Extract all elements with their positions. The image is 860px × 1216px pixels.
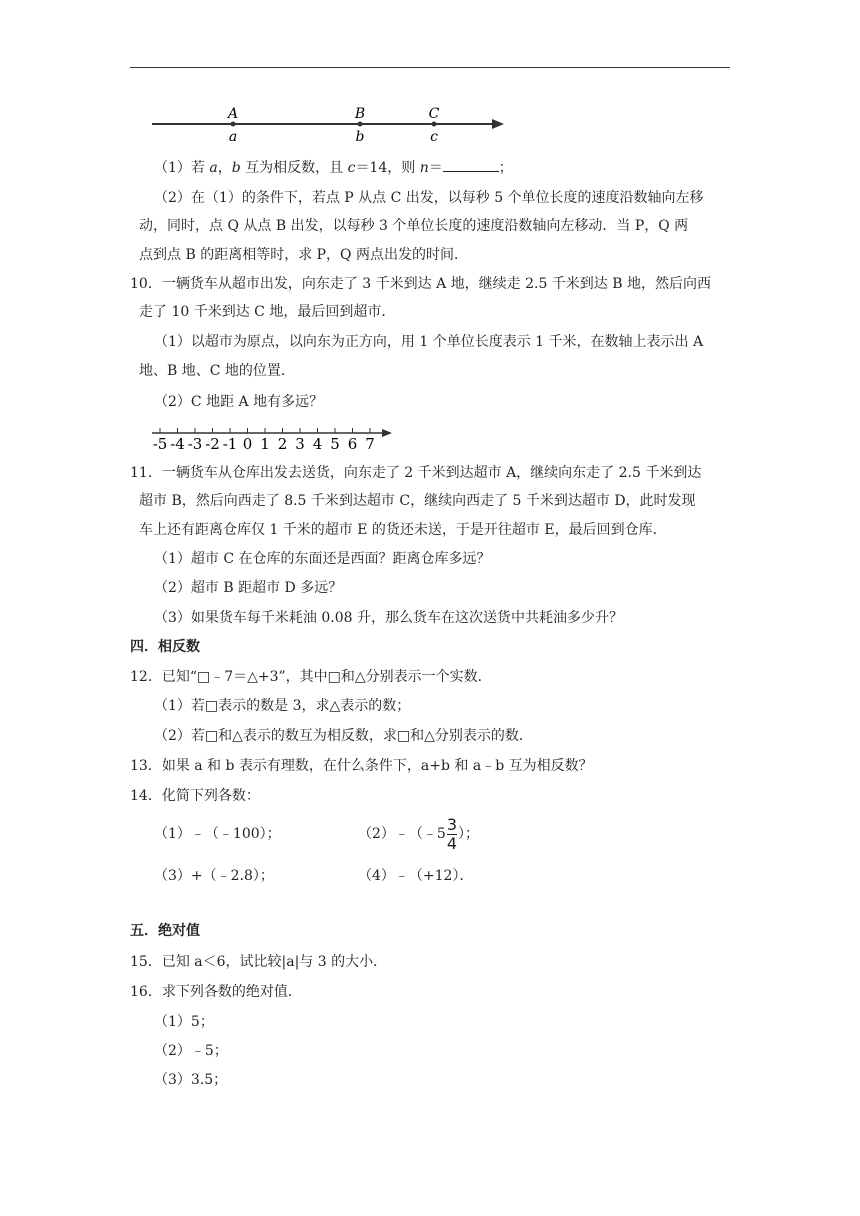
- q9-p1-text: ；: [498, 160, 513, 176]
- tick-label: 4: [312, 435, 323, 453]
- label-A: A: [227, 106, 239, 122]
- q12-part2: （2）若□和△表示的数互为相反数，求□和△分别表示的数．: [154, 728, 533, 744]
- number-line-ticks: [150, 421, 394, 453]
- q10-line1: 10．一辆货车从超市出发，向东走了 3 千米到达 A 地，继续走 2.5 千米到达 B 地，然后向西: [130, 276, 711, 292]
- q9-part2-line1: （2）在（1）的条件下，若点 P 从点 C 出发，以每秒 5 个单位长度的速度沿数轴向左移: [154, 190, 704, 206]
- q11-line3: 车上还有距离仓库仅 1 千米的超市 E 的货还未送，于是开往超市 E，最后回到仓库．: [139, 522, 667, 538]
- tick-label: 5: [330, 435, 340, 453]
- tick-label: -5: [152, 435, 168, 453]
- number-line-abc: [148, 104, 510, 146]
- var-b: b: [231, 160, 241, 176]
- label-B: B: [354, 106, 366, 122]
- point-c: [432, 122, 437, 127]
- q9-part2-line2: 动，同时，点 Q 从点 B 出发，以每秒 3 个单位长度的速度沿数轴向左移动．当 P，Q 两: [139, 218, 689, 234]
- section-5-title: 五．绝对值: [130, 923, 200, 939]
- q11-line2: 超市 B，然后向西走了 8.5 千米到达超市 C，继续向西走了 5 千米到达超市 D，此时发现: [139, 493, 696, 509]
- q16-part1: （1）5；: [154, 1014, 214, 1030]
- header-rule: [130, 67, 730, 68]
- q10-part1-line1: （1）以超市为原点，以向东为正方向，用 1 个单位长度表示 1 千米，在数轴上表示出 A: [154, 334, 704, 350]
- q16-part2: （2）﹣5；: [154, 1043, 228, 1059]
- point-b: [358, 122, 363, 127]
- label-b: b: [355, 129, 365, 145]
- q9-p1-text: ，: [217, 160, 232, 176]
- q11-part3: （3）如果货车每千米耗油 0.08 升，那么货车在这次送货中共耗油多少升？: [154, 610, 623, 626]
- q14-part3: （3）+（﹣2.8）；: [154, 868, 274, 884]
- q16-part3: （3）3.5；: [154, 1072, 228, 1088]
- q12-part1: （1）若□表示的数是 3，求△表示的数；: [154, 698, 411, 714]
- tick-label: 3: [295, 435, 305, 453]
- q14-line1: 14．化简下列各数：: [130, 788, 260, 804]
- fraction-numerator: 3: [446, 814, 458, 834]
- var-c: c: [347, 160, 356, 176]
- label-c: c: [430, 129, 438, 145]
- label-C: C: [428, 106, 440, 122]
- q9-p1-text: 互为相反数，且: [240, 160, 348, 176]
- q9-part2-line3: 点到点 B 的距离相等时，求 P，Q 两点出发的时间．: [139, 247, 468, 263]
- tick-label: 0: [242, 435, 253, 453]
- var-a: a: [209, 160, 218, 176]
- q9-p1-text: ＝: [428, 160, 443, 176]
- q10-part2: （2）C 地距 A 地有多远？: [154, 394, 324, 410]
- q11-part2: （2）超市 B 距超市 D 多远？: [154, 580, 343, 596]
- q15-line1: 15．已知 a＜6，试比较|a|与 3 的大小．: [130, 954, 388, 970]
- q9-part1: [154, 157, 513, 178]
- axis-arrow: [492, 119, 504, 129]
- point-a: [231, 122, 236, 127]
- tick-label: -1: [222, 435, 238, 453]
- section-4-title: 四．相反数: [130, 639, 200, 655]
- answer-blank: [443, 157, 499, 172]
- fraction: [446, 814, 458, 853]
- q12-line1: 12．已知“□﹣7＝△+3”，其中□和△分别表示一个实数．: [130, 669, 492, 685]
- q14-part4: （4）﹣（+12）．: [358, 868, 474, 884]
- q16-line1: 16．求下列各数的绝对值．: [130, 984, 302, 1000]
- q14-p2-text: （2）﹣（﹣5: [358, 826, 446, 842]
- fraction-denominator: 4: [446, 833, 458, 853]
- q14-part2: [358, 816, 479, 852]
- q11-part1: （1）超市 C 在仓库的东面还是西面？距离仓库多远？: [154, 551, 491, 567]
- tick-label: 6: [347, 435, 358, 453]
- tick-label: -3: [187, 435, 203, 453]
- q10-part1-line2: 地、B 地、C 地的位置．: [139, 363, 295, 379]
- q9-p1-text: ＝14，则: [355, 160, 420, 176]
- q10-line2: 走了 10 千米到达 C 地，最后回到超市．: [139, 304, 396, 320]
- q14-part1: （1）﹣（﹣100）；: [154, 826, 281, 842]
- tick-label: -4: [170, 435, 185, 453]
- tick-label: -2: [205, 435, 220, 453]
- axis-arrow: [382, 429, 392, 437]
- tick-label: 1: [260, 435, 270, 453]
- label-a: a: [228, 129, 238, 145]
- var-n: n: [419, 160, 429, 176]
- q9-p1-text: （1）若: [154, 160, 210, 176]
- tick-label: 7: [365, 435, 375, 453]
- q14-p2-text: ）；: [458, 826, 480, 842]
- q13-line1: 13．如果 a 和 b 表示有理数，在什么条件下，a+b 和 a﹣b 互为相反数？: [130, 758, 593, 774]
- q11-line1: 11．一辆货车从仓库出发去送货，向东走了 2 千米到达超市 A，继续向东走了 2.5 千米到达: [130, 465, 702, 481]
- tick-label: 2: [277, 435, 288, 453]
